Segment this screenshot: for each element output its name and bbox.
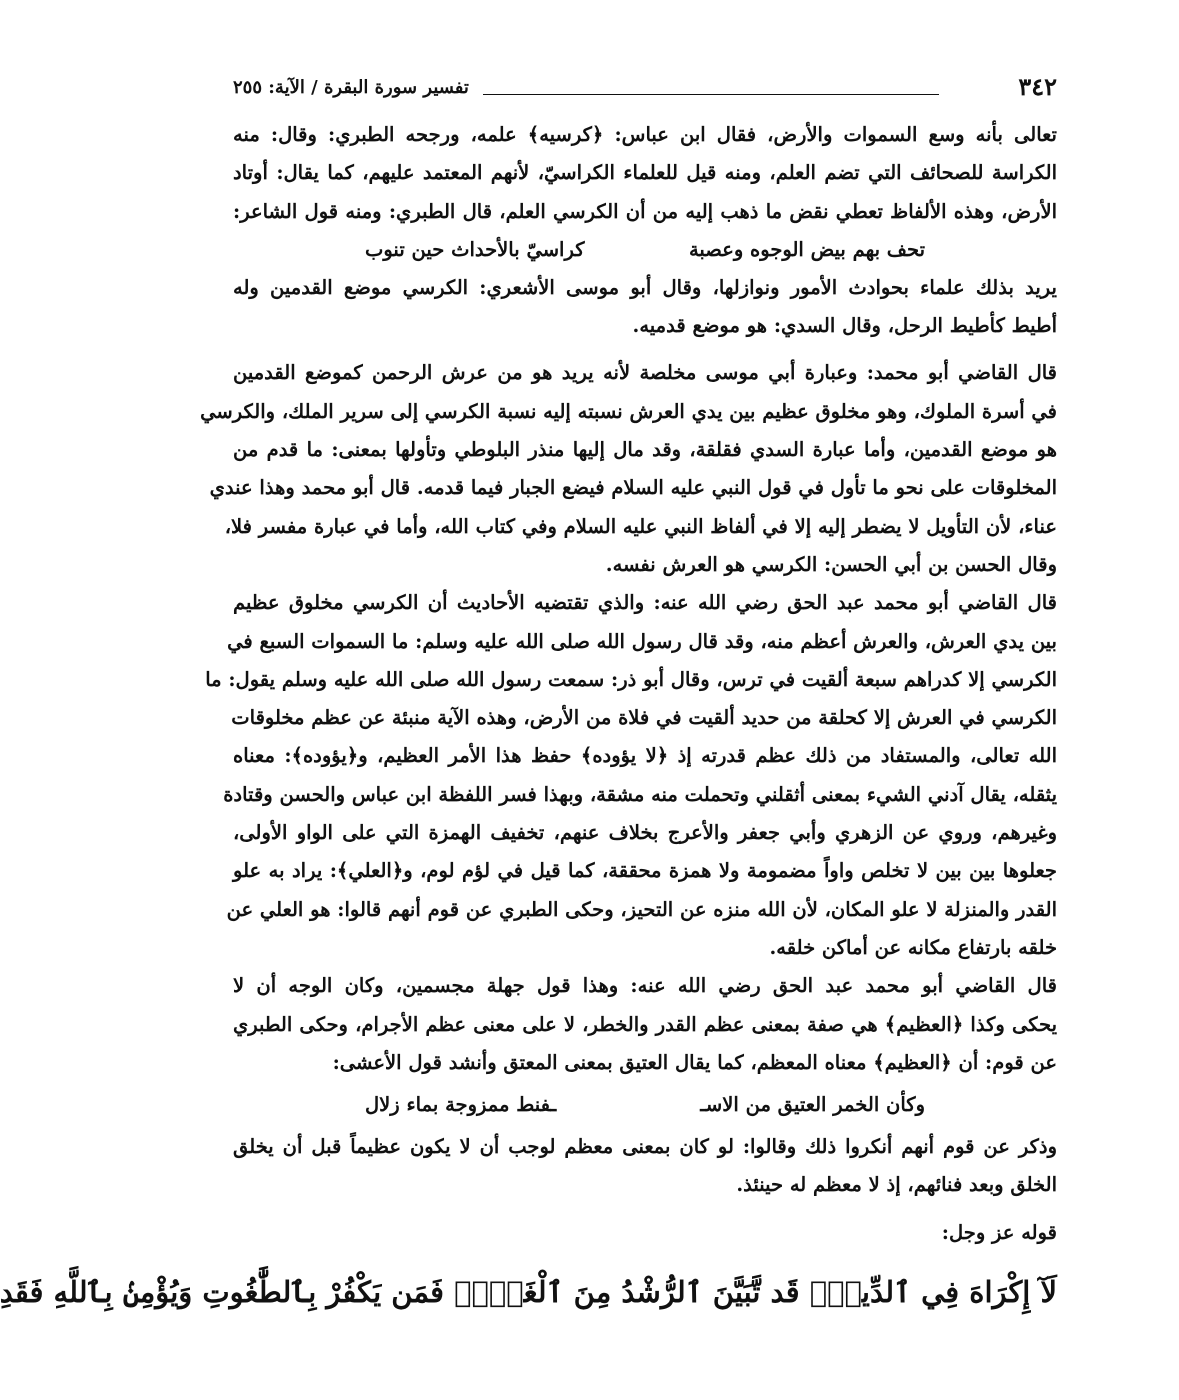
- quran-verse: لَآ إِكْرَاهَ فِي ٱلدِّينِۖ قَد تَّبَيَّنَ ٱلرُّشْدُ مِنَ ٱلْغَيِّۚ فَمَن يَكْفُرْ بِٱلطَّٰغُوتِ وَيُؤْمِنۢ بِٱللَّهِ فَقَدِ: [0, 1275, 1057, 1310]
- text-line: وغيرهم، وروي عن الزهري وأبي جعفر والأعرج بخلاف عنهم، تخفيف الهمزة التي على الواو الأولى،: [233, 821, 1057, 845]
- paragraph-2: [233, 269, 1057, 346]
- poetry-verse-1: [365, 231, 925, 269]
- paragraph-gap: [233, 345, 1057, 354]
- text-line: الخلق وبعد فنائهم، إذ لا معظم له حينئذ.: [736, 1173, 1057, 1197]
- text-line: المخلوقات على نحو ما تأول في قول النبي عليه السلام فيضع الجبار فيما قدمه. قال أبو محمد وهذا عندي: [209, 476, 1057, 500]
- text-line: وذكر عن قوم أنهم أنكروا ذلك وقالوا: لو كان بمعنى معظم لوجب أن لا يكون عظيماً قبل أن يخلق: [233, 1135, 1057, 1159]
- paragraph-5: [233, 967, 1057, 1082]
- poetry-verse-2: [365, 1086, 925, 1124]
- paragraph-6: [233, 1128, 1057, 1205]
- text-line: في أسرة الملوك، وهو مخلوق عظيم بين يدي العرش نسبته إليه نسبة الكرسي إلى سرير الملك، والكرسي: [200, 399, 1057, 423]
- text-line: أطيط كأطيط الرحل، وقال السدي: هو موضع قدميه.: [632, 314, 1057, 338]
- verse-intro: قوله عز وجل:: [941, 1220, 1057, 1244]
- running-title: تفسير سورة البقرة / الآية: ٢٥٥: [233, 77, 469, 98]
- text-line: خلقه بارتفاع مكانه عن أماكن خلقه.: [769, 935, 1057, 959]
- paragraph-gap: [233, 1205, 1057, 1214]
- verse-first-hemistich: وكأن الخمر العتيق من الاسـ: [700, 1093, 925, 1117]
- page-header: [233, 70, 1057, 114]
- text-line: الكرسي في العرش إلا كحلقة من حديد ألقيت في فلاة من الأرض، وهذه الآية منبئة عن عظم مخلوقات: [231, 706, 1057, 730]
- text-line: عناء، لأن التأويل لا يضطر إليه إلا في ألفاظ النبي عليه السلام وفي كتاب الله، وأما في عبارة مفسر فلا،: [224, 514, 1057, 538]
- paragraph-3: [200, 354, 1057, 584]
- header-rule: [483, 94, 939, 95]
- page-number: ٣٤٢: [1018, 72, 1057, 101]
- verse-second-hemistich: ـفنط ممزوجة بماء زلال: [365, 1093, 557, 1117]
- text-line: الله تعالى، والمستفاد من ذلك عظم قدرته إذ ﴿لا يؤوده﴾ حفظ هذا الأمر العظيم، و﴿يؤوده﴾: معناه: [233, 744, 1057, 768]
- paragraph-1: [233, 116, 1057, 231]
- text-line: بين يدي العرش، والعرش أعظم منه، وقد قال رسول الله صلى الله عليه وسلم: ما السموات السبع في: [227, 629, 1057, 653]
- text-line: القدر والمنزلة لا علو المكان، لأن الله منزه عن التحيز، وحكى الطبري عن قوم أنهم قالوا: هو العلي عن: [226, 897, 1057, 921]
- text-line: قال القاضي أبو محمد عبد الحق رضي الله عنه: وهذا قول جهلة مجسمين، وكان الوجه أن لا: [233, 974, 1057, 998]
- text-line: قال القاضي أبو محمد: وعبارة أبي موسى مخلصة لأنه يريد هو من عرش الرحمن كموضع القدمين: [233, 361, 1057, 385]
- verse-second-hemistich: كراسيّ بالأحداث حين تنوب: [365, 237, 585, 261]
- text-line: الكرسي إلا كدراهم سبعة ألقيت في ترس، وقال أبو ذر: سمعت رسول الله صلى الله عليه وسلم يقول: ما: [205, 667, 1057, 691]
- text-line: عن قوم: أن ﴿العظيم﴾ معناه المعظم، كما يقال العتيق بمعنى المعتق وأنشد قول الأعشى:: [332, 1050, 1057, 1074]
- text-line: يثقله، يقال آدني الشيء بمعنى أثقلني وتحملت منه مشقة، وبهذا فسر اللفظة ابن عباس والحسن وقتادة: [223, 782, 1057, 806]
- text-line: الأرض، وهذه الألفاظ تعطي نقض ما ذهب إليه من أن الكرسي العلم، قال الطبري: ومنه قول الشاعر:: [233, 199, 1057, 223]
- text-line: تعالى بأنه وسع السموات والأرض، فقال ابن عباس: ﴿كرسيه﴾ علمه، ورجحه الطبري: وقال: منه: [233, 123, 1057, 146]
- text-line: جعلوها بين بين لا تخلص واواً مضمومة ولا همزة محققة، كما قيل في لؤم لوم، و﴿العلي﴾: يراد به علو: [233, 859, 1057, 883]
- verse-first-hemistich: تحف بهم بيض الوجوه وعصبة: [688, 237, 925, 261]
- document-page: [0, 70, 1057, 1380]
- text-line: هو موضع القدمين، وأما عبارة السدي فقلقة، وقد مال إليها منذر البلوطي وتأولها بمعنى: ما قدم من: [233, 438, 1057, 462]
- text-line: قال القاضي أبو محمد عبد الحق رضي الله عنه: والذي تقتضيه الأحاديث أن الكرسي مخلوق عظيم: [233, 591, 1057, 615]
- text-line: وقال الحسن بن أبي الحسن: الكرسي هو العرش نفسه.: [605, 552, 1057, 576]
- text-line: يحكى وكذا ﴿العظيم﴾ هي صفة بمعنى عظم القدر والخطر، لا على معنى عظم الأجرام، وحكى الطبري: [233, 1012, 1057, 1036]
- text-line: يريد بذلك علماء بحوادث الأمور ونوازلها، وقال أبو موسى الأشعري: الكرسي موضع القدمين وله: [233, 275, 1057, 299]
- paragraph-4: [205, 584, 1057, 967]
- text-line: الكراسة للصحائف التي تضم العلم، ومنه قيل للعلماء الكراسيّ، لأنهم المعتمد عليهم، كما يقال: أوتاد: [233, 161, 1057, 185]
